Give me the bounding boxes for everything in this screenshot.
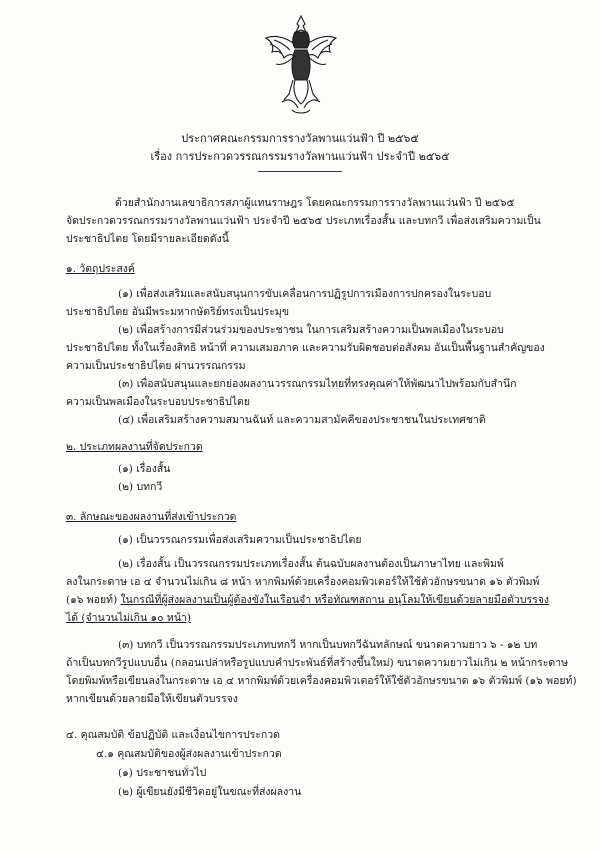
section-heading-qualifications: ๔. คุณสมบัติ ข้อปฏิบัติ และเงื่อนไขการประกวด [66, 729, 280, 741]
objective-line: ความเป็นพลเมืองในระบอบประชาธิปไตย [66, 396, 250, 408]
subsection-heading: ๔.๑ คุณสมบัติของผู้ส่งผลงานเข้าประกวด [96, 748, 282, 760]
objective-line: ความเป็นประชาธิปไตย ผ่านวรรณกรรม [66, 360, 246, 372]
qualification-item: (๒) ผู้เขียนยังมีชีวิตอยู่ในขณะที่ส่งผลงาน [118, 786, 302, 798]
category-item: (๑) เรื่องสั้น [118, 463, 171, 475]
objective-line: (๔) เพื่อเสริมสร้างความสมานฉันท์ และความสามัคคีของประชาชนในประเทศชาติ [118, 414, 486, 426]
characteristic-line: ลงในกระดาษ เอ ๔ จำนวนไม่เกิน ๘ หน้า หากพิมพ์ด้วยเครื่องคอมพิวเตอร์ให้ใช้ตัวอักษรขนาด ๑๖ ตัวพิมพ์ [66, 576, 540, 588]
announcement-title: ประกาศคณะกรรมการรางวัลพานแว่นฟ้า ปี ๒๕๖๕ [181, 132, 419, 145]
intro-line: ด้วยสำนักงานเลขาธิการสภาผู้แทนราษฎร โดยคณะกรรมการรางวัลพานแว่นฟ้า ปี ๒๕๖๕ [115, 197, 515, 209]
characteristic-line: ถ้าเป็นบทกวีรูปแบบอื่น (กลอนเปล่าหรือรูปแบบคำประพันธ์ที่สร้างขึ้นใหม่) ขนาดความยาวไม่เกิน ๒ หน้ากระดาษ [66, 657, 569, 669]
intro-line: ประชาธิปไตย โดยมีรายละเอียดดังนี้ [66, 233, 229, 245]
objective-line: (๓) เพื่อสนับสนุนและยกย่องผลงานวรรณกรรมไทยที่ทรงคุณค่าให้พัฒนาไปพร้อมกับสำนึก [118, 378, 517, 390]
characteristic-line: (๒) เรื่องสั้น เป็นวรรณกรรมประเภทเรื่องสั้น ต้นฉบับผลงานต้องเป็นภาษาไทย และพิมพ์ [118, 558, 504, 570]
announcement-subject: เรื่อง การประกวดวรรณกรรมรางวัลพานแว่นฟ้า ประจำปี ๒๕๖๕ [150, 150, 450, 163]
qualification-item: (๑) ประชาชนทั่วไป [118, 767, 207, 779]
characteristic-line [66, 593, 549, 607]
characteristic-line: ได้ (จำนวนไม่เกิน ๑๐ หน้า) [66, 612, 192, 624]
category-item: (๒) บทกวี [118, 481, 163, 493]
section-heading-objectives: ๑. วัตถุประสงค์ [66, 263, 135, 275]
section-heading-characteristics: ๓. ลักษณะของผลงานที่ส่งเข้าประกวด [66, 511, 237, 523]
characteristic-line: หากเขียนด้วยลายมือให้เขียนตัวบรรจง [66, 693, 238, 705]
characteristic-line: (๓) บทกวี เป็นวรรณกรรมประเภทบทกวี หากเป็นบทกวีฉันทลักษณ์ ขนาดความยาว ๖ - ๑๒ บท [118, 639, 538, 651]
characteristic-line: โดยพิมพ์หรือเขียนลงในกระดาษ เอ ๔ หากพิมพ์ด้วยเครื่องคอมพิวเตอร์ให้ใช้ตัวอักษรขนาด ๑๖ ตัวพิมพ์ (๑๖ พอยท์) [66, 675, 577, 687]
font-size-note: (๑๖ พอยท์) [66, 594, 118, 606]
section-heading-categories: ๒. ประเภทผลงานที่จัดประกวด [66, 441, 203, 453]
objective-line: ประชาธิปไตย อันมีพระมหากษัตริย์ทรงเป็นประมุข [66, 306, 290, 318]
characteristic-line: (๑) เป็นวรรณกรรมเพื่อส่งเสริมความเป็นประชาธิปไตย [118, 534, 362, 546]
intro-line: จัดประกวดวรรณกรรมรางวัลพานแว่นฟ้า ประจำปี ๒๕๖๕ ประเภทเรื่องสั้น และบทกวี เพื่อส่งเสริมความเป็น [66, 215, 541, 227]
objective-line: (๒) เพื่อสร้างการมีส่วนร่วมของประชาชน ในการเสริมสร้างความเป็นพลเมืองในระบอบ [118, 324, 504, 336]
prisoner-exception-note: ในกรณีที่ผู้ส่งผลงานเป็นผู้ต้องขังในเรือนจำ หรือทัณฑสถาน อนุโลมให้เขียนด้วยลายมือตัวบรรจง [120, 594, 550, 606]
garuda-emblem-icon [262, 14, 340, 118]
objective-line: ประชาธิปไตย ทั้งในเรื่องสิทธิ หน้าที่ ความเสมอภาค และความรับผิดชอบต่อสังคม อันเป็นพื้นฐานสำคัญของ [66, 342, 545, 354]
objective-line: (๑) เพื่อส่งเสริมและสนับสนุนการขับเคลื่อนการปฏิรูปการเมืองการปกครองในระบอบ [118, 288, 492, 300]
title-divider [258, 171, 342, 172]
